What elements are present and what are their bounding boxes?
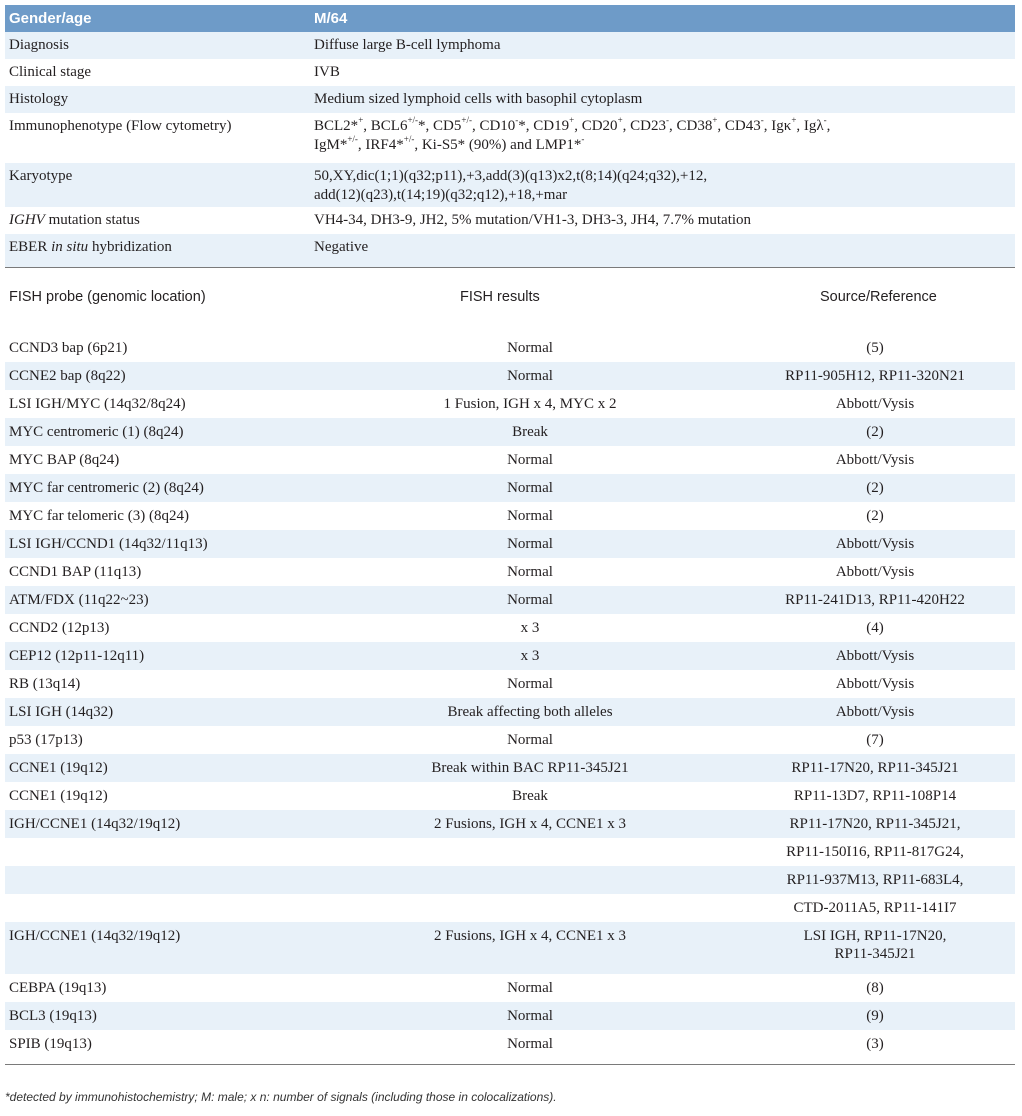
clinical-row [5, 32, 1015, 59]
fish-source: (8) [866, 980, 884, 996]
fish-result: x 3 [520, 648, 540, 664]
fish-row [5, 810, 1015, 838]
fish-probe: RB (13q14) [9, 676, 81, 692]
fish-source-line: LSI IGH, RP11-17N20, [803, 928, 947, 944]
fish-row [5, 502, 1015, 530]
clinical-value [314, 117, 1004, 155]
fish-row [5, 726, 1015, 754]
fish-result: 2 Fusions, IGH x 4, CCNE1 x 3 [433, 816, 627, 832]
fish-result: Normal [507, 1036, 553, 1052]
fish-probe: LSI IGH/MYC (14q32/8q24) [9, 396, 186, 412]
fish-source: RP11-17N20, RP11-345J21, [789, 816, 961, 832]
fish-row [5, 530, 1015, 558]
clinical-value: VH4-34, DH3-9, JH2, 5% mutation/VH1-3, DH3-3, JH4, 7.7% mutation [314, 212, 752, 228]
fish-probe: CCNE1 (19q12) [9, 788, 108, 804]
clinical-row [5, 207, 1015, 234]
fish-probe: MYC BAP (8q24) [9, 452, 120, 468]
fish-result: Normal [507, 676, 553, 692]
fish-probe: ATM/FDX (11q22~23) [9, 592, 149, 608]
clinical-label: Immunophenotype (Flow cytometry) [9, 118, 232, 134]
fish-row [5, 838, 1015, 866]
clinical-value: Medium sized lymphoid cells with basophil cytoplasm [314, 91, 643, 107]
clinical-value: Negative [314, 239, 369, 255]
fish-result: 1 Fusion, IGH x 4, MYC x 2 [443, 396, 617, 412]
fish-row [5, 1002, 1015, 1030]
fish-result: x 3 [520, 620, 540, 636]
fish-source: RP11-937M13, RP11-683L4, [786, 872, 964, 888]
clinical-label: EBER in situ hybridization [9, 239, 172, 255]
clinical-row [5, 86, 1015, 113]
fish-source: (2) [866, 480, 884, 496]
fish-result: 2 Fusions, IGH x 4, CCNE1 x 3 [433, 928, 627, 944]
fish-probe: CCND2 (12p13) [9, 620, 110, 636]
fish-probe: CCNE1 (19q12) [9, 760, 108, 776]
fish-result: Normal [507, 368, 553, 384]
immunophenotype-line-1: BCL2*+, BCL6+/-*, CD5+/-, CD10-*, CD19+, CD20+, CD23-, CD38+, CD43-, Igκ+, Igλ-, [314, 115, 831, 134]
fish-header [5, 268, 1015, 334]
cytogenetics-table [5, 5, 1015, 1065]
karyotype-line-1: 50,XY,dic(1;1)(q32;p11),+3,add(3)(q13)x2,t(8;14)(q24;q32),+12, [314, 168, 708, 184]
fish-result: Normal [507, 1008, 553, 1024]
fish-row [5, 670, 1015, 698]
fish-source: (2) [866, 424, 884, 440]
fish-row [5, 418, 1015, 446]
fish-result: Normal [507, 340, 553, 356]
fish-source: Abbott/Vysis [835, 648, 915, 664]
fish-row [5, 922, 1015, 974]
fish-source: RP11-241D13, RP11-420H22 [785, 592, 965, 608]
fish-row [5, 390, 1015, 418]
fish-probe: LSI IGH (14q32) [9, 704, 114, 720]
fish-result: Break [512, 788, 548, 804]
fish-row [5, 894, 1015, 922]
fish-probe: CCND3 bap (6p21) [9, 340, 128, 356]
fish-header-results: FISH results [460, 289, 540, 305]
fish-source: (7) [866, 732, 884, 748]
fish-row [5, 334, 1015, 362]
karyotype-line-2: add(12)(q23),t(14;19)(q32;q12),+18,+mar [314, 187, 568, 203]
fish-result: Break within BAC RP11-345J21 [431, 760, 629, 776]
fish-probe: IGH/CCNE1 (14q32/19q12) [9, 816, 181, 832]
clinical-label: Histology [9, 91, 69, 107]
header-patient-value: M/64 [314, 10, 348, 27]
fish-probe: SPIB (19q13) [9, 1036, 92, 1052]
fish-header-source: Source/Reference [820, 289, 937, 305]
clinical-row [5, 59, 1015, 86]
fish-source: RP11-150I16, RP11-817G24, [786, 844, 964, 860]
fish-result: Break [512, 424, 548, 440]
clinical-row [5, 113, 1015, 163]
fish-probe: p53 (17p13) [9, 732, 83, 748]
fish-table-body [5, 334, 1015, 1058]
footnote: *detected by immunohistochemistry; M: male; x n: number of signals (including those in colocalizations). [5, 1090, 557, 1104]
fish-result: Normal [507, 980, 553, 996]
clinical-row [5, 163, 1015, 207]
fish-row [5, 446, 1015, 474]
fish-row [5, 642, 1015, 670]
fish-result: Normal [507, 732, 553, 748]
fish-probe: CEBPA (19q13) [9, 980, 107, 996]
fish-source-line: RP11-345J21 [834, 946, 916, 962]
table-header [5, 5, 1015, 32]
fish-row [5, 362, 1015, 390]
fish-result: Normal [507, 508, 553, 524]
header-gender-age: Gender/age [9, 10, 92, 27]
fish-source: (3) [866, 1036, 884, 1052]
fish-probe: MYC centromeric (1) (8q24) [9, 424, 184, 440]
clinical-value: Diffuse large B-cell lymphoma [314, 37, 501, 53]
clinical-label: Clinical stage [9, 64, 92, 80]
fish-probe: IGH/CCNE1 (14q32/19q12) [9, 928, 181, 944]
fish-probe: LSI IGH/CCND1 (14q32/11q13) [9, 536, 208, 552]
fish-row [5, 558, 1015, 586]
fish-source: RP11-905H12, RP11-320N21 [785, 368, 965, 384]
fish-row [5, 698, 1015, 726]
fish-row [5, 614, 1015, 642]
fish-source: Abbott/Vysis [835, 564, 915, 580]
fish-source: Abbott/Vysis [835, 396, 915, 412]
clinical-row [5, 234, 1015, 267]
fish-source: (2) [866, 508, 884, 524]
fish-source: Abbott/Vysis [835, 704, 915, 720]
fish-header-probe: FISH probe (genomic location) [9, 289, 206, 305]
fish-probe: CCNE2 bap (8q22) [9, 368, 126, 384]
fish-source: (4) [866, 620, 884, 636]
fish-result: Normal [507, 592, 553, 608]
fish-row [5, 754, 1015, 782]
fish-result: Normal [507, 480, 553, 496]
fish-row [5, 866, 1015, 894]
fish-result: Normal [507, 536, 553, 552]
fish-source: Abbott/Vysis [835, 536, 915, 552]
fish-result: Normal [507, 564, 553, 580]
fish-probe: MYC far centromeric (2) (8q24) [9, 480, 204, 496]
fish-source [735, 927, 1015, 963]
fish-probe: BCL3 (19q13) [9, 1008, 97, 1024]
clinical-value: IVB [314, 64, 340, 80]
fish-result: Break affecting both alleles [447, 704, 613, 720]
fish-row [5, 586, 1015, 614]
fish-source: RP11-17N20, RP11-345J21 [791, 760, 959, 776]
fish-probe: MYC far telomeric (3) (8q24) [9, 508, 189, 524]
clinical-label: IGHV mutation status [9, 212, 140, 228]
fish-source: (5) [866, 340, 884, 356]
clinical-label: Diagnosis [9, 37, 69, 53]
fish-probe: CEP12 (12p11-12q11) [9, 648, 145, 664]
clinical-value [314, 167, 1004, 205]
fish-source: (9) [866, 1008, 884, 1024]
fish-result: Normal [507, 452, 553, 468]
fish-source: RP11-13D7, RP11-108P14 [793, 788, 957, 804]
fish-source: CTD-2011A5, RP11-141I7 [793, 900, 957, 916]
immunophenotype-line-2: IgM*+/-, IRF4*+/-, Ki-S5* (90%) and LMP1*- [314, 134, 585, 153]
fish-row [5, 974, 1015, 1002]
fish-source: Abbott/Vysis [835, 452, 915, 468]
fish-row [5, 474, 1015, 502]
fish-row [5, 1030, 1015, 1058]
fish-probe: CCND1 BAP (11q13) [9, 564, 142, 580]
fish-source: Abbott/Vysis [835, 676, 915, 692]
table-bottom-rule [5, 1064, 1015, 1065]
clinical-label: Karyotype [9, 168, 73, 184]
fish-row [5, 782, 1015, 810]
